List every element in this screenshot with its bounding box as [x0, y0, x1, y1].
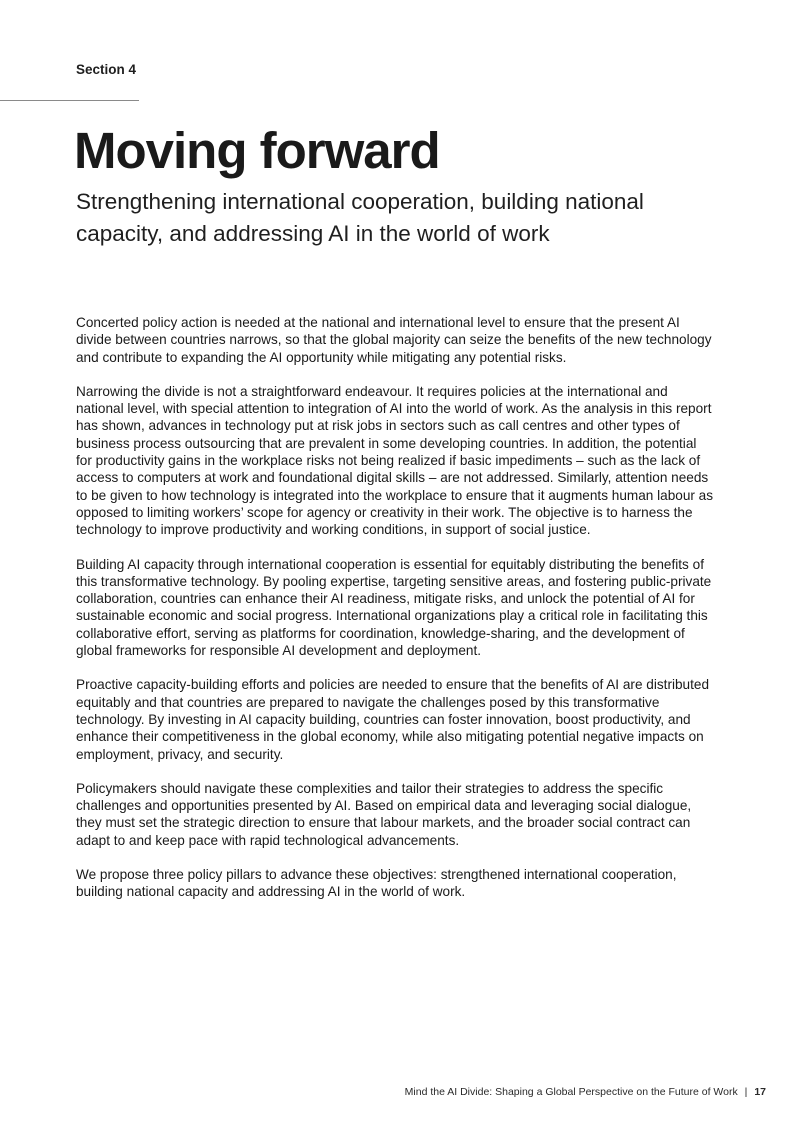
paragraph: Policymakers should navigate these complexities and tailor their strategies to address the specific challenges and opportunities presented by AI. Based on empirical data and leveraging social dialogue, they must set the strategic direction to ensure that labour markets, and the broader social contract can adapt to and keep pace with rapid technological advancements.	[76, 780, 692, 848]
body-text	[76, 314, 716, 918]
paragraph: Narrowing the divide is not a straightforward endeavour. It requires policies at the international and national level, with special attention to integration of AI into the world of work. As the analysis in this report has shown, advances in technology put at risk jobs in sectors such as call centres and other types of business process outsourcing that are prevalent in some developing countries. In addition, the potential for productivity gains in the workplace risks not being realized if basic impediments – such as the lack of access to computers at work and foundational digital skills – are not addressed. Similarly, attention needs to be given to how technology is integrated into the workplace to ensure that it augments human labour as opposed to limiting workers’ scope for agency or creativity in their work. The objective is to harness the technology to improve productivity and working conditions, in support of social justice.	[76, 383, 714, 538]
footer-document-title: Mind the AI Divide: Shaping a Global Perspective on the Future of Work	[404, 1086, 738, 1098]
footer-separator: |	[744, 1086, 748, 1098]
section-label: Section 4	[76, 62, 137, 77]
paragraph: Proactive capacity-building efforts and policies are needed to ensure that the benefits of AI are distributed equitably and that countries are prepared to navigate the challenges posed by this transformative technology. By investing in AI capacity building, countries can foster innovation, boost productivity, and enhance their competitiveness in the global economy, while also mitigating potential negative impacts on employment, privacy, and security.	[76, 677, 710, 762]
page-subtitle: Strengthening international cooperation, building national capacity, and addressing AI in the world of work	[76, 189, 644, 246]
paragraph: Building AI capacity through international cooperation is essential for equitably distributing the benefits of this transformative technology. By pooling expertise, targeting sensitive areas, and fostering public-private collaboration, countries can enhance their AI readiness, mitigate risks, and unlock the potential of AI for sustainable economic and social progress. International organizations play a critical role in facilitating this collaborative effort, serving as platforms for coordination, knowledge-sharing, and the development of global frameworks for responsible AI development and deployment.	[76, 556, 712, 659]
paragraph: Concerted policy action is needed at the national and international level to ensure that the present AI divide between countries narrows, so that the global majority can seize the benefits of the new technology and contribute to expanding the AI opportunity while mitigating any potential risks.	[76, 315, 712, 365]
page-title: Moving forward	[74, 122, 440, 179]
paragraph: We propose three policy pillars to advance these objectives: strengthened international cooperation, building national capacity and addressing AI in the world of work.	[76, 867, 677, 900]
page-footer	[405, 1086, 766, 1098]
section-divider	[0, 100, 139, 101]
page-number: 17	[754, 1086, 766, 1098]
